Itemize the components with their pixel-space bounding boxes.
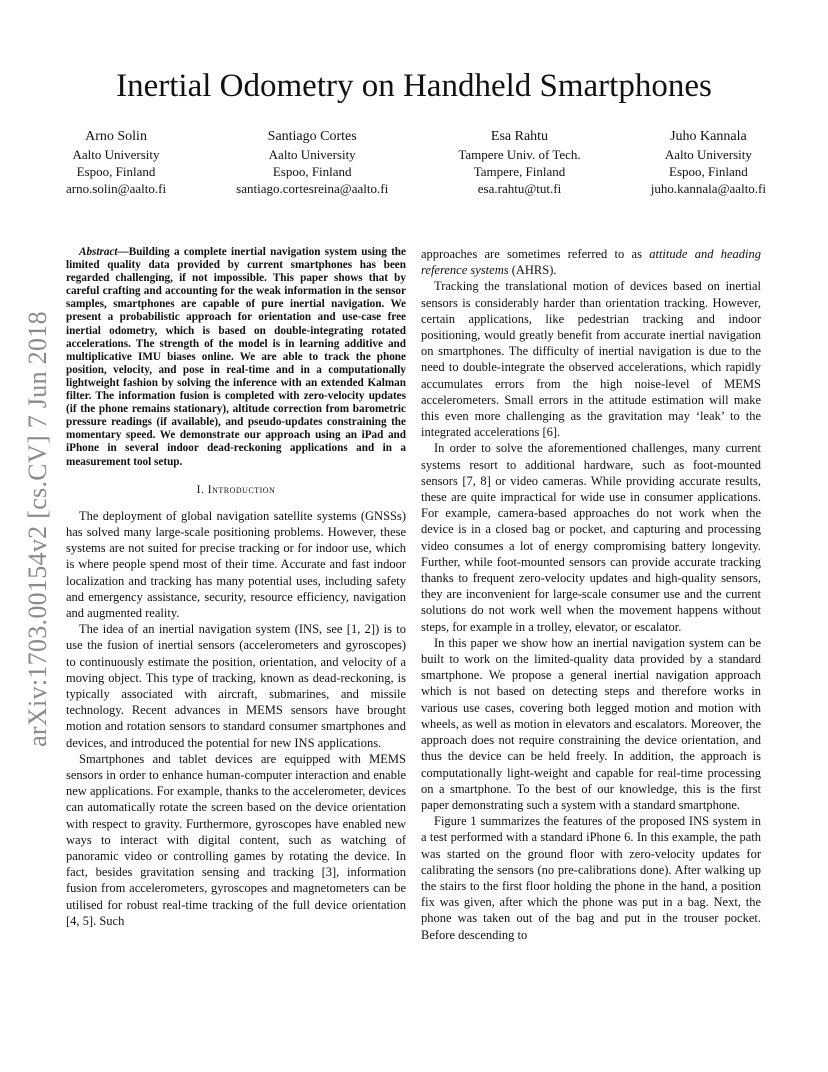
author-location: Tampere, Finland xyxy=(473,164,566,179)
paragraph: In order to solve the aforementioned challenges, many current systems resort to additional hardware, such as foot-mounted sensors [7, 8] or video cameras. While providing accurate results, these are quite impractical for wide use in consumer applications. For example, camera-based approaches do not work when the device is in a closed bag or pocket, and capturing and processing video consumes a lot of energy compromising battery longevity. Further, while foot-mounted sensors can provide accurate tracking thanks to frequent zero-velocity updates and high-quality sensors, they are inconvenient for large-scale consumer use and the current solutions do not work well when the movement happens without steps, for example in a trolley, elevator, or escalator. xyxy=(421,441,761,634)
arxiv-identifier xyxy=(18,294,58,764)
author-location: Espoo, Finland xyxy=(669,164,748,179)
paragraph: In this paper we show how an inertial navigation system can be built to work on the limited-quality data provided by a standard smartphone. We propose a general inertial navigation approach which is not based on detecting steps and therefore works in various use cases, covering both legged motion and motion with wheels, as well as motion in elevators and escalators. Moreover, the approach does not require constraining the device orientation, and thus the device can be held freely. In addition, the approach is computationally light-weight and capable for real-time processing on a smartphone. To the best of our knowledge, this is the first paper demonstrating such a system with a standard smartphone. xyxy=(421,635,761,812)
author xyxy=(458,127,580,197)
author-name: Esa Rahtu xyxy=(490,129,549,144)
paper-title: Inertial Odometry on Handheld Smartphones xyxy=(116,68,712,104)
author-location: Espoo, Finland xyxy=(272,164,352,179)
paragraph: Figure 1 summarizes the features of the proposed INS system in a test performed with a standard iPhone 6. In this example, the path was started on the ground floor with zero-velocity updates for calibrating the sensors (no pre-calibrations done). After walking up the stairs to the first floor holding the phone in the hand, a position fix was given, after which the phone was put in a bag. Next, the phone was taken out of the bag and put in the trouser pocket. Before descending to xyxy=(421,814,761,942)
author-name: Santiago Cortes xyxy=(267,129,357,144)
author-affiliation: Aalto University xyxy=(72,147,160,162)
author-block xyxy=(66,127,766,197)
author-email: santiago.cortesreina@aalto.fi xyxy=(236,181,389,196)
author xyxy=(66,127,166,197)
section-title: Introduction xyxy=(207,483,276,496)
author-email: juho.kannala@aalto.fi xyxy=(650,181,766,196)
abstract xyxy=(66,246,406,469)
section-heading xyxy=(66,482,406,498)
author-name: Juho Kannala xyxy=(670,129,747,144)
right-column xyxy=(421,246,761,943)
paragraph-text: (AHRS). xyxy=(508,263,557,278)
abstract-label: Abstract xyxy=(79,246,118,258)
author xyxy=(236,127,388,197)
author-name: Arno Solin xyxy=(85,129,147,144)
author-affiliation: Aalto University xyxy=(664,147,752,162)
author-affiliation: Tampere Univ. of Tech. xyxy=(458,147,581,162)
author-email: arno.solin@aalto.fi xyxy=(66,181,167,196)
paragraph: The deployment of global navigation satellite systems (GNSSs) has solved many large-scale positioning problems. However, these systems are not suited for precise tracking or for indoor use, which is where people spend most of their time. Accurate and fast indoor localization and tracking has many potential uses, including safety and emergency assistance, security, resource efficiency, navigation and augmented reality. xyxy=(66,508,406,621)
paragraph: Tracking the translational motion of devices based on inertial sensors is considerably harder than orientation tracking. However, certain applications, like pedestrian tracking and indoor positioning, would greatly benefit from accurate inertial navigation on smartphones. The difficulty of inertial navigation is due to the need to double-integrate the observed accelerations, which rapidly accumulates errors from the high noise-level of MEMS accelerometers. Small errors in the attitude estimation will make this even more challenging as the gravitation may ‘leak’ to the integrated accelerations [6]. xyxy=(421,279,761,440)
author xyxy=(651,127,766,197)
author-affiliation: Aalto University xyxy=(268,147,356,162)
arxiv-identifier-text: arXiv:1703.00154v2 [cs.CV] 7 Jun 2018 xyxy=(23,311,52,747)
author-email: esa.rahtu@tut.fi xyxy=(477,181,562,196)
paragraph xyxy=(421,246,761,278)
paragraph: The idea of an inertial navigation system (INS, see [1, 2]) is to use the fusion of inertial sensors (accelerometers and gyroscopes) to continuously estimate the position, orientation, and velocity of a moving object. This type of tracking, known as dead-reckoning, is typically associated with aircraft, submarines, and missile technology. Recent advances in MEMS sensors have brought motion and rotation sensors to standard consumer smartphones and devices, and introduced the potential for new INS applications. xyxy=(66,622,406,750)
paragraph: Smartphones and tablet devices are equipped with MEMS sensors in order to enhance human-computer interaction and enable new applications. For example, thanks to the accelerometer, devices can automatically rotate the screen based on the device orientation with respect to gravity. Furthermore, gyroscopes have enabled new ways to interact with digital content, such as watching of panoramic video or controlling games by rotating the device. In fact, besides gravitation sensing and tracking [3], information fusion from accelerometers, gyroscopes and magnetometers can be utilised for robust real-time tracking of the full device orientation [4, 5]. Such xyxy=(66,751,406,928)
section-number: I. xyxy=(196,483,205,496)
left-column xyxy=(66,246,406,929)
author-location: Espoo, Finland xyxy=(76,164,156,179)
abstract-text: —Building a complete inertial navigation system using the limited quality data provided by current smartphones has been regarded challenging, if not impossible. This paper shows that by careful crafting and accounting for the weak information in the sensor samples, smartphones are capable of pure inertial navigation. We present a probabilistic approach for orientation and use-case free inertial odometry, which is based on double-integrating rotated accelerations. The strength of the model is in learning additive and multiplicative IMU biases online. We are able to track the phone position, velocity, and pose in real-time and in a computationally lightweight fashion by solving the inference with an extended Kalman filter. The information fusion is completed with zero-velocity updates (if the phone remains stationary), altitude correction from barometric pressure readings (if available), and pseudo-updates constraining the momentary speed. We demonstrate our approach using an iPad and iPhone in several indoor dead-reckoning applications and in a measurement tool setup. xyxy=(66,246,406,468)
emphasis-text: attitude and heading reference systems xyxy=(421,247,761,278)
paragraph-text: approaches are sometimes referred to as xyxy=(421,247,650,261)
